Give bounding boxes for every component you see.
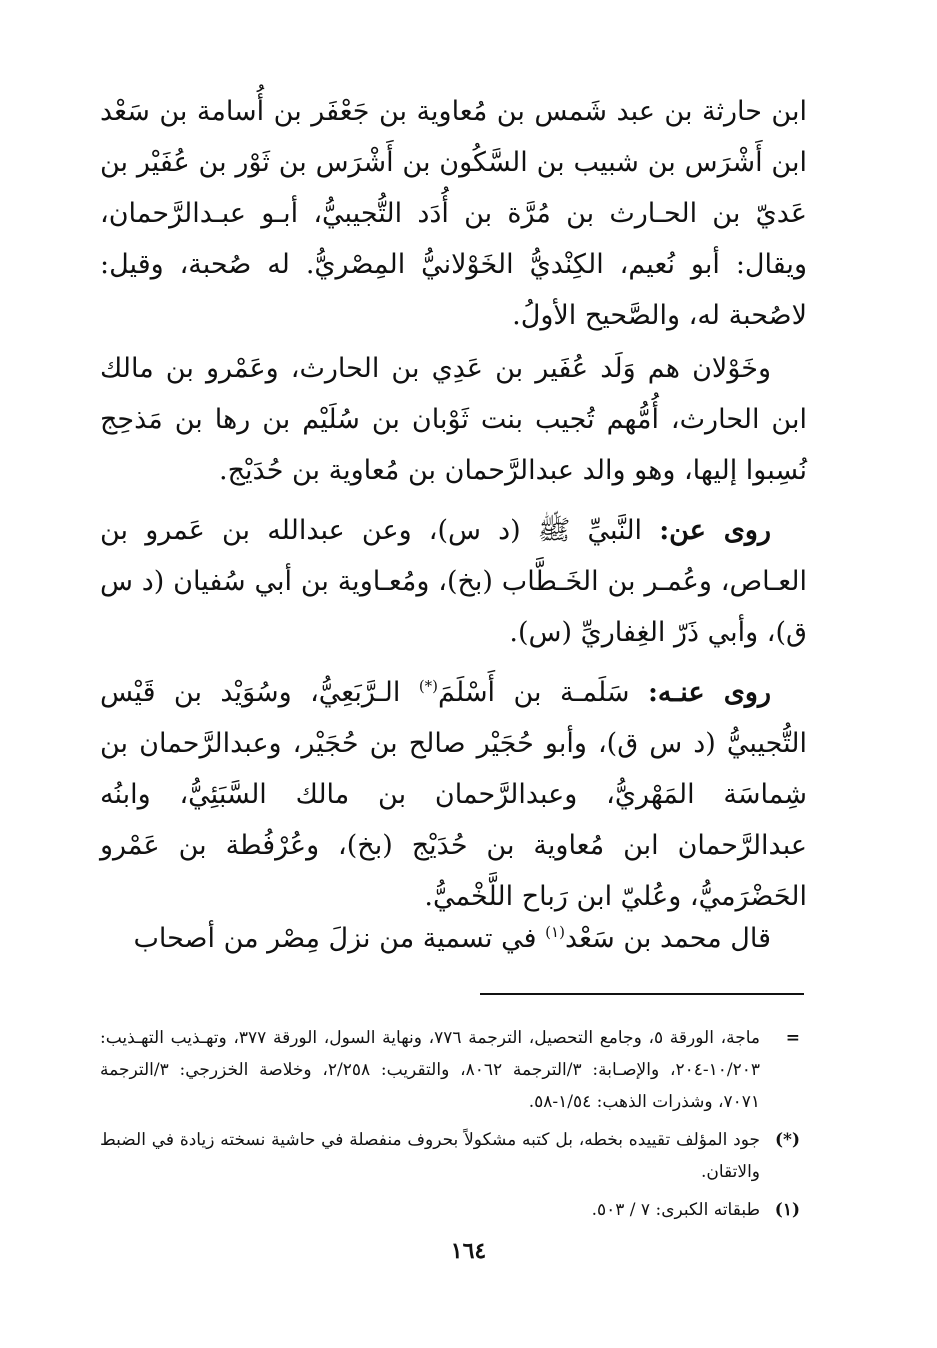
footnote-1 [100, 1194, 800, 1226]
main-text-narrated-from [100, 505, 807, 658]
footnote-star [100, 1124, 800, 1188]
footnote-text: طبقاته الكبرى: ٧ / ٥٠٣. [591, 1200, 760, 1220]
footnote-marker: (١) [774, 1200, 800, 1220]
main-text-ibn-saad [100, 913, 807, 964]
footnote-separator [480, 993, 804, 995]
biography-paragraph: ابن حارثة بن عبد شَمس بن مُعاوية بن جَعْفَر بن أُسامة بن سَعْد ابن أَشْرَس بن شبيب بن السَّكُون بن أَشْرَس بن ثَوْر بن عُفَيْر بن عَديّ بن الحـارث بن مُرَّة بن أُدَد التُّجيبيُّ، أبـو عبـدالرَّحمان، ويقال: أبو نُعيم، الكِنْديُّ الخَوْلانيُّ المِصْريُّ. له صُحبة، وقيل: لاصُحبة له، والصَّحيح الأولُ. [100, 96, 807, 331]
narrated-from-text: النَّبيِّ ﷺ (د س)، وعن عبدالله بن عَمرو بن العـاص، وعُمـر بن الخَـطَّاب (بخ)، ومُعـاوية بن أبي سُفيان (د س ق)، وأبي ذَرّ الغِفاريِّ (س). [100, 515, 807, 648]
ibn-saad-text-rest: في تسمية من نزلَ مِصْر من أصحاب [133, 923, 546, 954]
footnote-marker: = [785, 1028, 800, 1048]
footnote-ref-star: (*) [418, 677, 439, 695]
narrated-by-text-start: سَلَمـة بن أَسْلَمَ [438, 677, 648, 708]
ibn-saad-text-start: قال محمد بن سَعْد [564, 923, 771, 954]
narrated-from-paragraph [100, 505, 807, 658]
footnote-ref-1: (١) [545, 923, 565, 941]
narrated-by-text-rest: الـرَّبَعِيُّ، وسُوَيْد بن قَيْس التُّجيبيُّ (د س ق)، وأبو حُجَيْر صالح بن حُجَيْر، وعبدالرَّحمان بن شِماسَة المَهْريُّ، وعبدالرَّحمان بن مالك السَّبَئِيُّ، وابنُه عبدالرَّحمان ابن مُعاوية بن حُدَيْج (بخ)، وعُرْفُطة بن عَمْرو الحَضْرَميُّ، وعُليّ ابن رَباح اللَّخْميُّ. [100, 677, 807, 912]
main-text-lineage [100, 343, 807, 496]
main-text-narrated-by [100, 667, 807, 922]
footnote-text: ماجة، الورقة ٥، وجامع التحصيل، الترجمة ٧٧٦، ونهاية السول، الورقة ٣٧٧، وتهـذيب التهـذيب: ١٠/٢٠٣-٢٠٤، والإصـابة: ٣/الترجمة ٨٠٦٢، والتقريب: ٢/٢٥٨، وخلاصة الخزرجي: ٣/الترجمة ٧٠٧١، وشذرات الذهب: ١/٥٤-٥٨. [100, 1028, 761, 1112]
main-text [100, 86, 807, 341]
footnote-text: جود المؤلف تقييده بخطه، بل كتبه مشكولاً بحروف منفصلة في حاشية نسخته زيادة في الضبط والاتقان. [100, 1130, 760, 1182]
footnote-continued [100, 1022, 800, 1118]
footnote-marker: (*) [775, 1130, 800, 1150]
narrated-by-paragraph [100, 667, 807, 922]
ibn-saad-paragraph [100, 913, 807, 964]
footnotes [100, 1022, 800, 1232]
lineage-paragraph: وخَوْلان هم وَلَد عُفَير بن عَدِي بن الحارث، وعَمْرو بن مالك ابن الحارث، أُمُّهم تُجيب بنت ثَوْبان بن سُلَيْم بن رها بن مَذحِج نُسِبوا إليها، وهو والد عبدالرَّحمان بن مُعاوية بن حُدَيْج. [100, 353, 807, 486]
narrated-from-heading: روى عن: [659, 515, 771, 546]
page-number: ١٦٤ [450, 1238, 487, 1264]
narrated-by-heading: روى عنـه: [647, 677, 771, 708]
